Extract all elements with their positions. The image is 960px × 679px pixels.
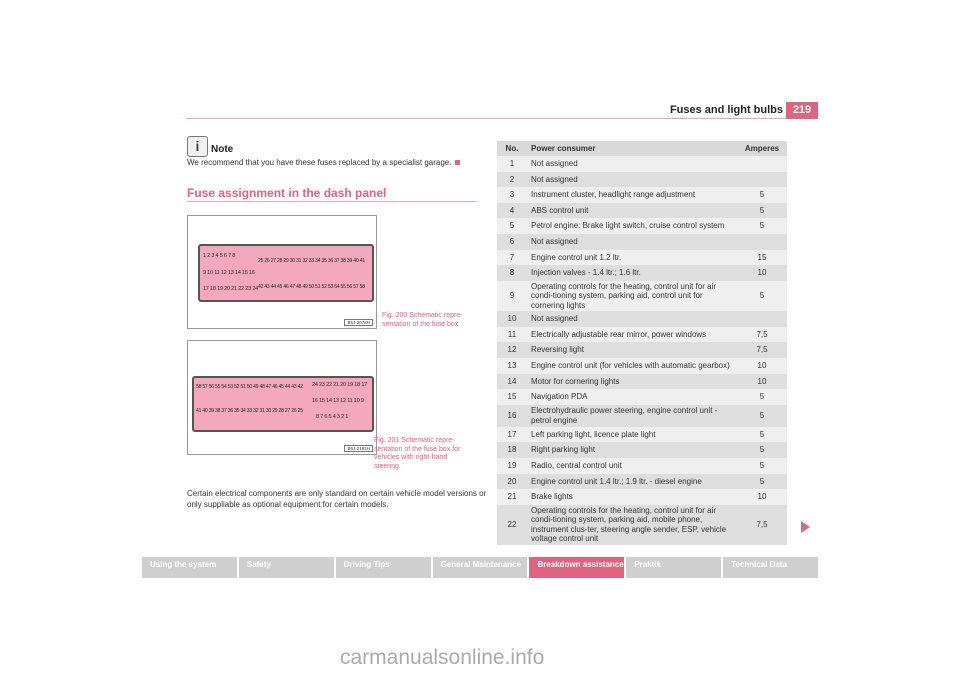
fuse-number-cell: 9: [497, 281, 527, 312]
table-row: [497, 405, 787, 427]
fuse-number-cell: 17: [497, 427, 527, 443]
power-consumer-cell: Not assigned: [527, 156, 737, 172]
body-text: Certain electrical components are only standard on certain vehicle model versions or only suppliable as optional equipment for certain models.: [187, 489, 487, 509]
table-row: [497, 342, 787, 358]
fuse-number-cell: 8: [497, 265, 527, 281]
power-consumer-cell: Right parking light: [527, 442, 737, 458]
power-consumer-cell: Operating controls for the heating, control unit for air condi-tioning system, parking aid, control unit for cornering lights: [527, 281, 737, 312]
power-consumer-cell: Left parking light, licence plate light: [527, 427, 737, 443]
amperes-cell: 5: [737, 187, 787, 203]
power-consumer-cell: Engine control unit (for vehicles with automatic gearbox): [527, 358, 737, 374]
amperes-cell: 5: [737, 389, 787, 405]
note-heading: Note: [211, 144, 234, 155]
fuse-number-cell: 21: [497, 489, 527, 505]
header-amperes: Amperes: [737, 141, 787, 156]
fuse-number-cell: 6: [497, 234, 527, 250]
amperes-cell: 5: [737, 203, 787, 219]
fuse-number-cell: 14: [497, 374, 527, 390]
fuse-row-5: 42 43 44 45 46 47 48 49 50 51 52 53 54 55 56 57 58: [258, 284, 365, 290]
table-row: [497, 218, 787, 234]
table-header-row: [497, 141, 787, 156]
amperes-cell: [737, 172, 787, 188]
amperes-cell: 5: [737, 442, 787, 458]
fuse-number-cell: 12: [497, 342, 527, 358]
end-marker-icon: [455, 160, 460, 165]
fuse-row-3: 24 23 22 21 20 19 18 17: [312, 382, 368, 388]
note-text: [187, 158, 460, 167]
table-row: [497, 203, 787, 219]
power-consumer-cell: Engine control unit 1.4 ltr.; 1.9 ltr. - diesel engine: [527, 474, 737, 490]
fuse-assignment-table: [497, 141, 787, 545]
power-consumer-cell: Petrol engine: Brake light switch, cruise control system: [527, 218, 737, 234]
fuse-number-cell: 2: [497, 172, 527, 188]
amperes-cell: 5: [737, 218, 787, 234]
table-row: [497, 389, 787, 405]
table-row: [497, 265, 787, 281]
table-row: [497, 234, 787, 250]
fuse-number-cell: 5: [497, 218, 527, 234]
table-row: [497, 156, 787, 172]
fuse-box-figure-right-hand: [187, 340, 377, 455]
figure1-caption: Fig. 200 Schematic repre- sentation of the fuse box: [382, 312, 463, 328]
amperes-cell: [737, 234, 787, 250]
fuse-number-cell: 19: [497, 458, 527, 474]
table-row: [497, 358, 787, 374]
power-consumer-cell: Instrument cluster, headlight range adjustment: [527, 187, 737, 203]
amperes-cell: 10: [737, 265, 787, 281]
power-consumer-cell: Injection valves - 1.4 ltr.; 1.6 ltr.: [527, 265, 737, 281]
fuse-number-cell: 3: [497, 187, 527, 203]
table-row: [497, 327, 787, 343]
table-row: [497, 250, 787, 266]
figure-code: B5J-2078H: [344, 319, 373, 326]
fuse-row-1: 1 2 3 4 5 6 7 8: [203, 253, 236, 259]
amperes-cell: 7,5: [737, 327, 787, 343]
power-consumer-cell: Electrically adjustable rear mirror, power windows: [527, 327, 737, 343]
tab-breakdown-assistance[interactable]: Breakdown assistance: [529, 557, 626, 578]
fuse-row-4: 16 15 14 13 12 11 10 9: [312, 398, 364, 404]
fuse-box-diagram: [198, 244, 374, 302]
fuse-number-cell: 7: [497, 250, 527, 266]
table-row: [497, 505, 787, 545]
watermark: carmanualsonline.info: [340, 646, 545, 669]
power-consumer-cell: Engine control unit 1.2 ltr.: [527, 250, 737, 266]
fuse-number-cell: 16: [497, 405, 527, 427]
power-consumer-cell: Not assigned: [527, 311, 737, 327]
fuse-row-2: 9 10 11 12 13 14 15 16: [203, 270, 255, 276]
fuse-number-cell: 18: [497, 442, 527, 458]
fuse-number-cell: 10: [497, 311, 527, 327]
fuse-number-cell: 4: [497, 203, 527, 219]
table-row: [497, 187, 787, 203]
footer-nav: [142, 557, 818, 578]
table-row: [497, 374, 787, 390]
tab-driving-tips[interactable]: Driving Tips: [336, 557, 433, 578]
tab-technical-data[interactable]: Technical Data: [723, 557, 818, 578]
table-row: [497, 458, 787, 474]
power-consumer-cell: Radio, central control unit: [527, 458, 737, 474]
note-icon: i: [187, 136, 208, 157]
next-page-arrow-icon[interactable]: [801, 521, 810, 533]
table-row: [497, 489, 787, 505]
fuse-row-4: 25 26 27 28 29 30 31 32 33 34 35 36 37 38 39 40 41: [258, 258, 365, 264]
note-text-content: We recommend that you have these fuses replaced by a specialist garage.: [187, 158, 452, 167]
amperes-cell: 5: [737, 405, 787, 427]
amperes-cell: 5: [737, 474, 787, 490]
page-header-title: Fuses and light bulbs: [669, 104, 783, 116]
power-consumer-cell: Reversing light: [527, 342, 737, 358]
table-row: [497, 281, 787, 312]
amperes-cell: 7,5: [737, 342, 787, 358]
fuse-row-2: 41 40 39 38 37 36 35 34 33 32 31 30 29 28 27 26 25: [196, 408, 303, 414]
tab-praktik[interactable]: Praktik: [626, 557, 723, 578]
tab-using-the-system[interactable]: Using the system: [142, 557, 239, 578]
amperes-cell: 10: [737, 489, 787, 505]
amperes-cell: 15: [737, 250, 787, 266]
power-consumer-cell: Motor for cornering lights: [527, 374, 737, 390]
power-consumer-cell: ABS control unit: [527, 203, 737, 219]
fuse-number-cell: 11: [497, 327, 527, 343]
amperes-cell: 10: [737, 358, 787, 374]
table-row: [497, 172, 787, 188]
tab-general-maintenance[interactable]: General Maintenance: [433, 557, 530, 578]
section-divider: [187, 201, 477, 202]
fuse-number-cell: 20: [497, 474, 527, 490]
amperes-cell: 5: [737, 281, 787, 312]
power-consumer-cell: Navigation PDA: [527, 389, 737, 405]
amperes-cell: [737, 311, 787, 327]
table-row: [497, 442, 787, 458]
section-title: Fuse assignment in the dash panel: [187, 186, 387, 200]
amperes-cell: 10: [737, 374, 787, 390]
fuse-number-cell: 15: [497, 389, 527, 405]
figure2-caption: Fig. 201 Schematic repre- sentation of the fuse box for vehicles with right-hand steering.: [374, 437, 461, 470]
fuse-row-3: 17 18 19 20 21 22 23 24: [203, 286, 259, 292]
fuse-box-diagram: [192, 376, 374, 432]
tab-safety[interactable]: Safety: [239, 557, 336, 578]
header-power-consumer: Power consumer: [527, 141, 737, 156]
amperes-cell: 7,5: [737, 505, 787, 545]
table-row: [497, 474, 787, 490]
fuse-row-5: 8 7 6 5 4 3 2 1: [316, 414, 349, 420]
amperes-cell: 5: [737, 458, 787, 474]
figure-code: B5J-2191H: [344, 445, 373, 452]
fuse-row-1: 58 57 56 55 54 53 52 51 50 49 48 47 46 45 44 43 42: [196, 384, 303, 390]
power-consumer-cell: Electrohydraulic power steering, engine control unit - petrol engine: [527, 405, 737, 427]
fuse-box-figure-left-hand: [187, 215, 377, 329]
power-consumer-cell: Brake lights: [527, 489, 737, 505]
fuse-number-cell: 1: [497, 156, 527, 172]
header-no: No.: [497, 141, 527, 156]
fuse-number-cell: 22: [497, 505, 527, 545]
power-consumer-cell: Not assigned: [527, 172, 737, 188]
table-row: [497, 311, 787, 327]
power-consumer-cell: Not assigned: [527, 234, 737, 250]
table-row: [497, 427, 787, 443]
header-divider: [186, 118, 786, 119]
power-consumer-cell: Operating controls for the heating, control unit for air condi-tioning system, parking aid, mobile phone, instrument clus-ter, steering angle sender, ESP, vehicle voltage control unit: [527, 505, 737, 545]
page-number-badge: 219: [786, 102, 818, 119]
amperes-cell: [737, 156, 787, 172]
fuse-number-cell: 13: [497, 358, 527, 374]
amperes-cell: 5: [737, 427, 787, 443]
